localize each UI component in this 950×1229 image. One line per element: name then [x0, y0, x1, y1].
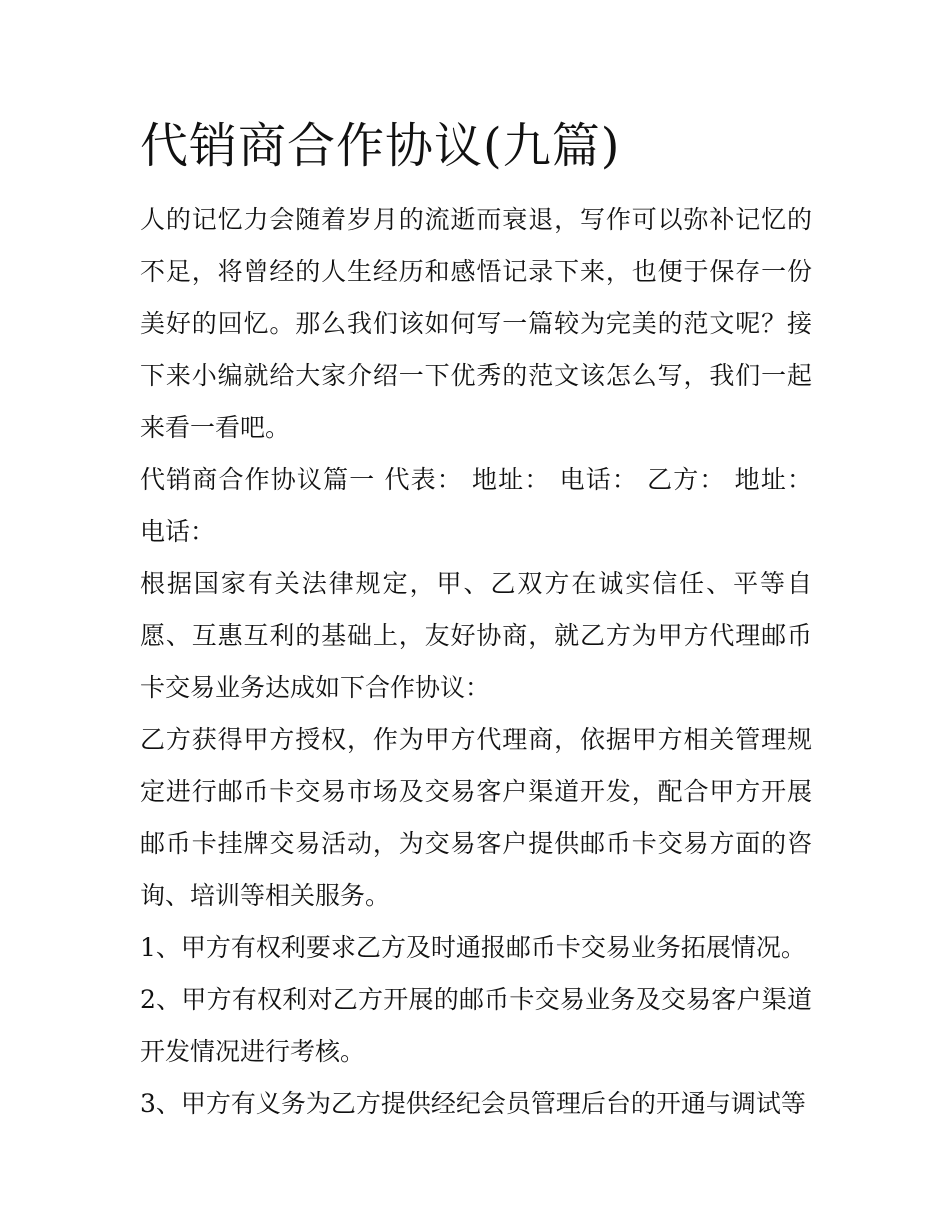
- clause-3: 3、甲方有义务为乙方提供经纪会员管理后台的开通与调试等: [140, 1089, 806, 1118]
- document-title: 代销商合作协议(九篇): [140, 118, 621, 174]
- document-page: [140, 110, 812, 1130]
- authorization-paragraph: 乙方获得甲方授权，作为甲方代理商，依据甲方相关管理规定进行邮币卡交易市场及交易客户渠道开发，配合甲方开展邮币卡挂牌交易活动，为交易客户提供邮币卡交易方面的咨询、培训等相关服务。: [140, 725, 812, 910]
- clause-2: 2、甲方有权利对乙方开展的邮币卡交易业务及交易客户渠道开发情况进行考核。: [140, 985, 812, 1066]
- agreement-heading-paragraph: 代销商合作协议篇一 代表： 地址： 电话： 乙方： 地址： 电话：: [140, 465, 812, 546]
- intro-paragraph: 人的记忆力会随着岁月的流逝而衰退，写作可以弥补记忆的不足，将曾经的人生经历和感悟记录下来，也便于保存一份美好的回忆。那么我们该如何写一篇较为完美的范文呢？接下来小编就给大家介绍一下优秀的范文该怎么写，我们一起来看一看吧。: [140, 205, 812, 442]
- preamble-paragraph: 根据国家有关法律规定，甲、乙双方在诚实信任、平等自愿、互惠互利的基础上，友好协商，就乙方为甲方代理邮币卡交易业务达成如下合作协议：: [140, 569, 812, 702]
- clause-1: 1、甲方有权利要求乙方及时通报邮币卡交易业务拓展情况。: [140, 933, 806, 962]
